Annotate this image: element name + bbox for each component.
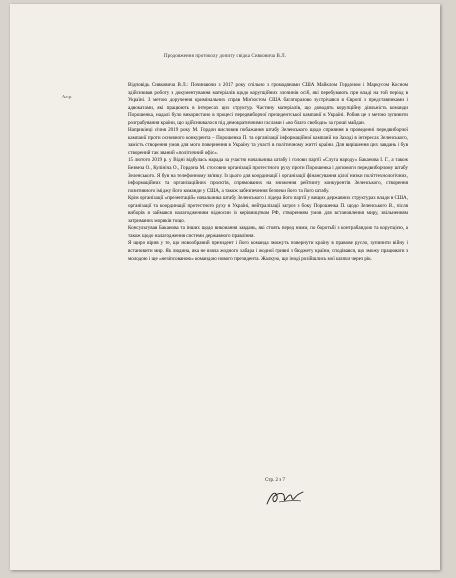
signature-mark bbox=[265, 486, 305, 508]
document-page bbox=[10, 4, 440, 570]
paragraph: Я щиро вірив у те, що новообраний президент і його команда зможуть повернути країну в правове русло, зупинити війну і встановити мир. Як людина, яка не взяла жодного хабара і жодної гривні з бюджету країни, сподівався, що зможу працювати з молодою і ще «незіпсованою» командою нового президента. Жалкую, що іноді розійшлись мої шляхи через рік. bbox=[128, 240, 408, 262]
paragraph: Крім організації «презентацій» начальника штабу Зеленського і лідера його партії у вищих державних структурах влади в США, організації та координації протестного руху в Україні, нейтралізації загроз з боку Порошенка П. щодо Зеленського В., після виборів я займався налагодженням відносин із керівництвом РФ, створенням умов для встановлення миру, звільненням затриманих моряків тощо. bbox=[128, 195, 408, 224]
running-header: Продовження протоколу допиту свідка Сивковича В.Л. bbox=[163, 54, 287, 59]
document-body bbox=[128, 82, 408, 263]
paragraph: 15 лютого 2019 р. у Відні відбулась нарада за участю начальника штабу і голови партії «Слуга народу» Баканова І. Г., а також Безвеза О., Кулініча О., Гордона М. стосовно організації протестного руху проти Порошенка і допомоги передвиборчому штабу Зеленського. Я був на телефонному зв'язку. Із цього для координації і організації фінансування цілої низки політтехнологічних, інформаційних та організаційних проєктів, спрямованих на зниження рейтингу конкурентів Зеленського, створення позитивного іміджу його команди у США, а також забезпечення безпеки його та його штабу. bbox=[128, 157, 408, 194]
paragraph: Консультував Баканова та інших щодо виконання завдань, які стоять перед ними, по боротьбі з контрабандою та корупцією, а також щодо налагодження системи державного правління. bbox=[128, 225, 408, 239]
margin-note: Ал.р. bbox=[62, 94, 72, 99]
paragraph: Наприкінці січня 2019 року М. Гордон висловив побажання штабу Зеленського щодо сприяння в проведенні передвиборчої кампанії проти основного конкурента – Порошенка П. та організації інформаційної кампанії на Заході в інтересах Зеленського, замість створення умов для мого повернення в Україну та участі в політичному житті країни. Для вирішення цих завдань і був створений так званий «політичний офіс». bbox=[128, 127, 408, 156]
page-number: Стр. 2 з 7 bbox=[265, 478, 285, 483]
paragraph: Відповідь Сивковича В.Л.: Починаючи з 2017 року спільно з громадянами США Майклом Гордоном і Маркусом Косном здійснював роботу з документування матеріалів щодо корупційних злочинів осіб, які перебувають при владі на той період в Україні. З метою доручення кримінальних справ Мін'юстом США багаторазово зустрічався в Європі з представниками і адвокатами, які працюють в інтересах цих структур. Частину матеріалів, що доводять корупційну діяльність команди Порошенка, надалі було використано в процесі передвиборчої президентської кампанії в Україні. Робив це з метою зупинити розграбування країни, що здійснювалося під демократичними гаслами і «во благо свободи» за гроші майдан. bbox=[128, 82, 408, 126]
